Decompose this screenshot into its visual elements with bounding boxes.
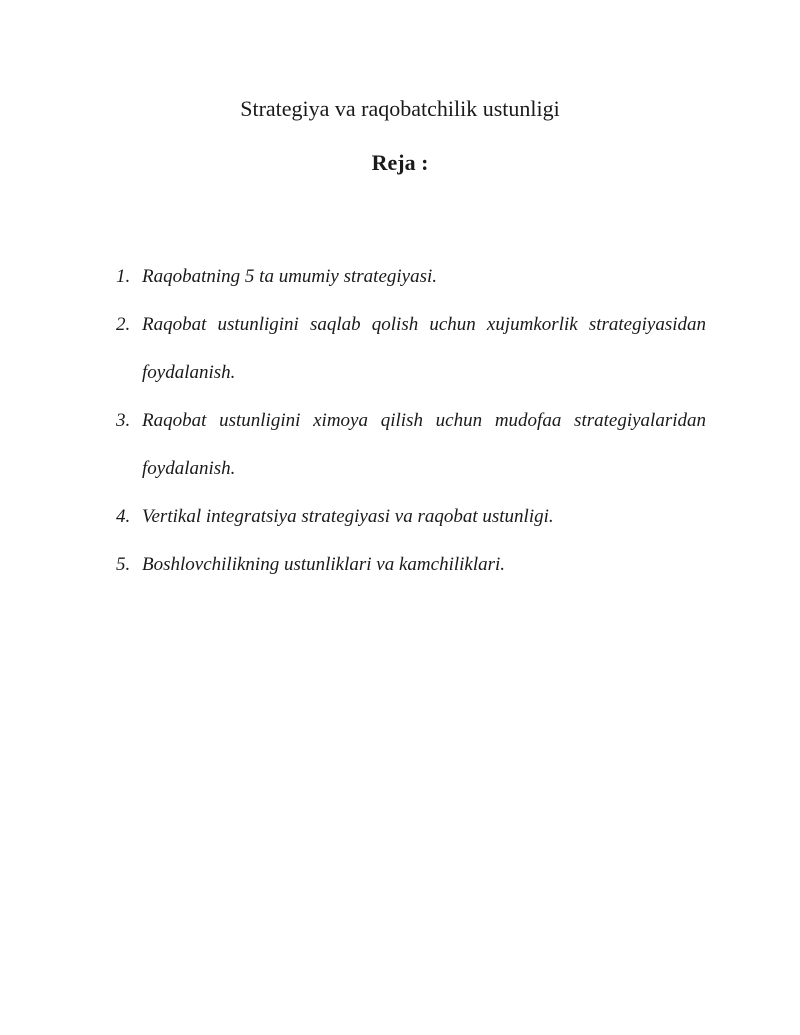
plan-item-text: Boshlovchilikning ustunliklari va kamchiliklari. — [142, 554, 506, 575]
plan-item-number: 1. — [116, 266, 131, 287]
plan-item-3 — [116, 397, 706, 493]
document-title: Strategiya va raqobatchilik ustunligi — [240, 96, 560, 121]
plan-item-number: 3. — [116, 410, 131, 431]
plan-item-text: Raqobat ustunligini saqlab qolish uchun xujumkorlik strategiyasidan foydalanish. — [142, 314, 706, 383]
plan-item-5 — [116, 541, 706, 589]
plan-item-1 — [116, 253, 706, 301]
plan-item-number: 2. — [116, 314, 131, 335]
plan-item-text: Raqobat ustunligini ximoya qilish uchun mudofaa strategiyalaridan foydalanish. — [142, 410, 706, 479]
plan-item-2 — [116, 301, 706, 397]
plan-item-text: Vertikal integratsiya strategiyasi va raqobat ustunligi. — [142, 506, 554, 527]
plan-item-number: 4. — [116, 506, 131, 527]
plan-list — [116, 253, 706, 589]
plan-item-4 — [116, 493, 706, 541]
plan-item-number: 5. — [116, 554, 131, 575]
plan-item-text: Raqobatning 5 ta umumiy strategiyasi. — [142, 266, 438, 287]
plan-heading: Reja : — [371, 150, 429, 175]
